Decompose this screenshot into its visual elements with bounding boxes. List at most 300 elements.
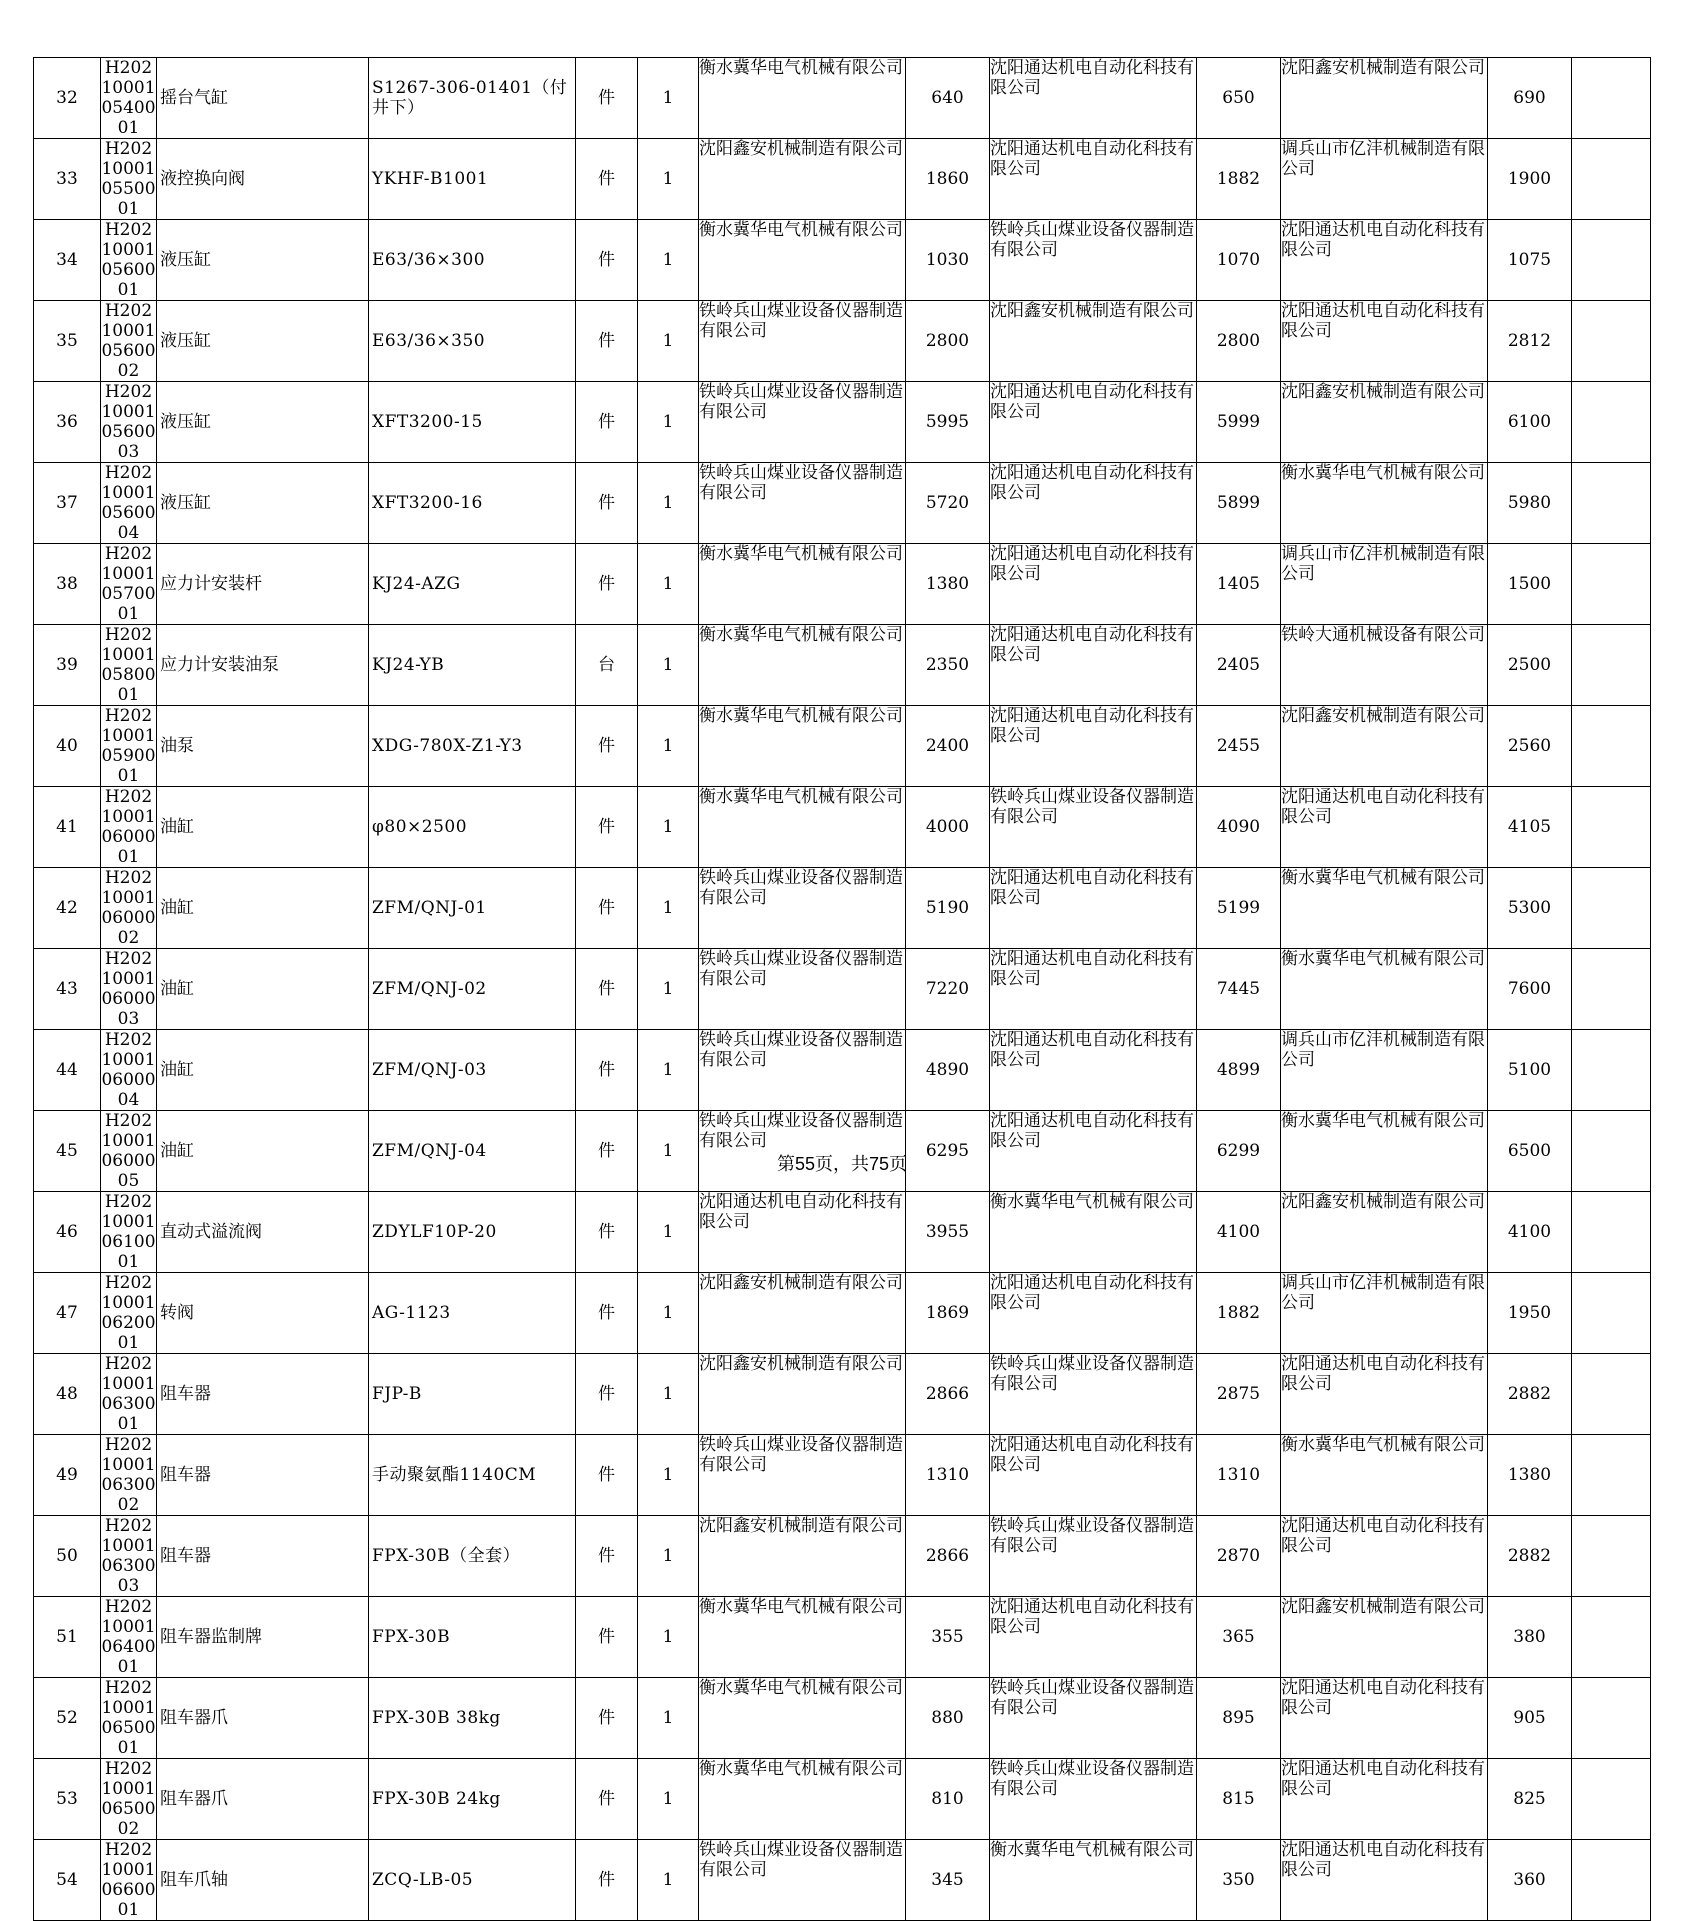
price-1-cell: 640 [906, 58, 990, 139]
table-row [34, 1759, 1651, 1840]
supplier-3-cell: 沈阳鑫安机械制造有限公司 [1281, 1597, 1488, 1678]
remark-cell [1572, 1030, 1651, 1111]
price-2-cell: 1310 [1197, 1435, 1281, 1516]
table-row [34, 463, 1651, 544]
price-3-cell: 2560 [1488, 706, 1572, 787]
supplier-2-cell: 沈阳通达机电自动化科技有限公司 [990, 706, 1197, 787]
supplier-1-cell: 铁岭兵山煤业设备仪器制造有限公司 [699, 1030, 906, 1111]
row-number-cell: 50 [34, 1516, 101, 1597]
item-name-cell: 阻车器爪 [157, 1678, 369, 1759]
row-number-cell: 38 [34, 544, 101, 625]
row-number-cell: 42 [34, 868, 101, 949]
row-number-cell: 48 [34, 1354, 101, 1435]
unit-cell: 件 [576, 706, 638, 787]
supplier-1-cell: 铁岭兵山煤业设备仪器制造有限公司 [699, 382, 906, 463]
price-3-cell: 690 [1488, 58, 1572, 139]
supplier-1-cell: 沈阳鑫安机械制造有限公司 [699, 139, 906, 220]
unit-cell: 件 [576, 544, 638, 625]
quantity-cell: 1 [638, 625, 699, 706]
item-name-cell: 应力计安装杆 [157, 544, 369, 625]
item-name-cell: 摇台气缸 [157, 58, 369, 139]
spec-model-cell: ZFM/QNJ-01 [369, 868, 576, 949]
row-number-cell: 51 [34, 1597, 101, 1678]
supplier-2-cell: 铁岭兵山煤业设备仪器制造有限公司 [990, 220, 1197, 301]
price-1-cell: 2800 [906, 301, 990, 382]
supplier-3-cell: 衡水冀华电气机械有限公司 [1281, 1435, 1488, 1516]
price-2-cell: 2875 [1197, 1354, 1281, 1435]
supplier-2-cell: 沈阳通达机电自动化科技有限公司 [990, 544, 1197, 625]
spec-model-cell: FPX-30B 38kg [369, 1678, 576, 1759]
table-row [34, 1435, 1651, 1516]
remark-cell [1572, 1273, 1651, 1354]
price-3-cell: 1380 [1488, 1435, 1572, 1516]
row-number-cell: 52 [34, 1678, 101, 1759]
price-1-cell: 810 [906, 1759, 990, 1840]
page-footer [0, 1150, 1684, 1176]
price-2-cell: 2870 [1197, 1516, 1281, 1597]
price-1-cell: 2866 [906, 1516, 990, 1597]
remark-cell [1572, 463, 1651, 544]
item-name-cell: 油泵 [157, 706, 369, 787]
unit-cell: 件 [576, 463, 638, 544]
quantity-cell: 1 [638, 139, 699, 220]
item-name-cell: 液控换向阀 [157, 139, 369, 220]
item-name-cell: 阻车器爪 [157, 1759, 369, 1840]
price-2-cell: 2455 [1197, 706, 1281, 787]
supplier-1-cell: 沈阳鑫安机械制造有限公司 [699, 1273, 906, 1354]
supplier-2-cell: 铁岭兵山煤业设备仪器制造有限公司 [990, 1759, 1197, 1840]
material-code-cell: H202100010570001 [101, 544, 156, 624]
supplier-3-cell: 衡水冀华电气机械有限公司 [1281, 463, 1488, 544]
unit-cell: 件 [576, 1678, 638, 1759]
row-number-cell: 33 [34, 139, 101, 220]
material-code-cell: H202100010600001 [101, 787, 156, 867]
unit-cell: 件 [576, 868, 638, 949]
quantity-cell: 1 [638, 1840, 699, 1921]
row-number-cell: 40 [34, 706, 101, 787]
remark-cell [1572, 1759, 1651, 1840]
price-2-cell: 4100 [1197, 1192, 1281, 1273]
price-3-cell: 825 [1488, 1759, 1572, 1840]
price-1-cell: 4000 [906, 787, 990, 868]
price-1-cell: 345 [906, 1840, 990, 1921]
price-3-cell: 5100 [1488, 1030, 1572, 1111]
remark-cell [1572, 220, 1651, 301]
item-name-cell: 液压缸 [157, 220, 369, 301]
supplier-2-cell: 沈阳通达机电自动化科技有限公司 [990, 1273, 1197, 1354]
supplier-3-cell: 衡水冀华电气机械有限公司 [1281, 1111, 1488, 1192]
remark-cell [1572, 544, 1651, 625]
material-code-cell: H202100010610001 [101, 1192, 156, 1272]
supplier-1-cell: 衡水冀华电气机械有限公司 [699, 544, 906, 625]
price-3-cell: 360 [1488, 1840, 1572, 1921]
material-code-cell: H202100010560004 [101, 463, 156, 543]
remark-cell [1572, 301, 1651, 382]
supplier-3-cell: 调兵山市亿沣机械制造有限公司 [1281, 1030, 1488, 1111]
supplier-1-cell: 铁岭兵山煤业设备仪器制造有限公司 [699, 463, 906, 544]
supplier-1-cell: 铁岭兵山煤业设备仪器制造有限公司 [699, 868, 906, 949]
price-3-cell: 905 [1488, 1678, 1572, 1759]
spec-model-cell: φ80×2500 [369, 787, 576, 868]
price-1-cell: 1860 [906, 139, 990, 220]
quantity-cell: 1 [638, 544, 699, 625]
price-3-cell: 1075 [1488, 220, 1572, 301]
unit-cell: 件 [576, 1435, 638, 1516]
supplier-1-cell: 沈阳鑫安机械制造有限公司 [699, 1516, 906, 1597]
material-code-cell: H202100010630001 [101, 1354, 156, 1434]
item-name-cell: 油缸 [157, 1111, 369, 1192]
supplier-2-cell: 衡水冀华电气机械有限公司 [990, 1840, 1197, 1921]
spec-model-cell: E63/36×350 [369, 301, 576, 382]
table-row [34, 220, 1651, 301]
price-1-cell: 1869 [906, 1273, 990, 1354]
price-1-cell: 1310 [906, 1435, 990, 1516]
quantity-cell: 1 [638, 1516, 699, 1597]
table-row [34, 1030, 1651, 1111]
spec-model-cell: XDG-780X-Z1-Y3 [369, 706, 576, 787]
row-number-cell: 32 [34, 58, 101, 139]
price-2-cell: 1405 [1197, 544, 1281, 625]
supplier-1-cell: 衡水冀华电气机械有限公司 [699, 58, 906, 139]
material-code-cell: H202100010600002 [101, 868, 156, 948]
supplier-2-cell: 沈阳通达机电自动化科技有限公司 [990, 382, 1197, 463]
supplier-1-cell: 衡水冀华电气机械有限公司 [699, 1759, 906, 1840]
quantity-cell: 1 [638, 220, 699, 301]
quantity-cell: 1 [638, 1597, 699, 1678]
spec-model-cell: S1267-306-01401（付井下） [369, 58, 576, 139]
price-2-cell: 5899 [1197, 463, 1281, 544]
price-2-cell: 815 [1197, 1759, 1281, 1840]
spec-model-cell: FPX-30B 24kg [369, 1759, 576, 1840]
remark-cell [1572, 382, 1651, 463]
material-code-cell: H202100010600003 [101, 949, 156, 1029]
price-3-cell: 2882 [1488, 1354, 1572, 1435]
footer-suffix: 页 [889, 1154, 908, 1175]
item-name-cell: 油缸 [157, 787, 369, 868]
quantity-cell: 1 [638, 1759, 699, 1840]
spec-model-cell: XFT3200-16 [369, 463, 576, 544]
material-code-cell: H202100010540001 [101, 58, 156, 138]
supplier-2-cell: 铁岭兵山煤业设备仪器制造有限公司 [990, 787, 1197, 868]
supplier-1-cell: 沈阳鑫安机械制造有限公司 [699, 1354, 906, 1435]
supplier-3-cell: 沈阳鑫安机械制造有限公司 [1281, 706, 1488, 787]
quotation-table [33, 57, 1651, 1921]
item-name-cell: 液压缸 [157, 301, 369, 382]
unit-cell: 件 [576, 139, 638, 220]
price-3-cell: 6500 [1488, 1111, 1572, 1192]
row-number-cell: 46 [34, 1192, 101, 1273]
spec-model-cell: ZDYLF10P-20 [369, 1192, 576, 1273]
table-row [34, 139, 1651, 220]
supplier-3-cell: 沈阳通达机电自动化科技有限公司 [1281, 1516, 1488, 1597]
row-number-cell: 36 [34, 382, 101, 463]
remark-cell [1572, 1435, 1651, 1516]
remark-cell [1572, 625, 1651, 706]
price-3-cell: 5300 [1488, 868, 1572, 949]
table-row [34, 544, 1651, 625]
material-code-cell: H202100010600004 [101, 1030, 156, 1110]
supplier-2-cell: 沈阳通达机电自动化科技有限公司 [990, 58, 1197, 139]
supplier-1-cell: 沈阳通达机电自动化科技有限公司 [699, 1192, 906, 1273]
spec-model-cell: ZFM/QNJ-02 [369, 949, 576, 1030]
item-name-cell: 阻车器 [157, 1516, 369, 1597]
unit-cell: 件 [576, 1516, 638, 1597]
price-3-cell: 4105 [1488, 787, 1572, 868]
price-1-cell: 2866 [906, 1354, 990, 1435]
unit-cell: 件 [576, 58, 638, 139]
spec-model-cell: E63/36×300 [369, 220, 576, 301]
quantity-cell: 1 [638, 868, 699, 949]
price-2-cell: 5999 [1197, 382, 1281, 463]
material-code-cell: H202100010550001 [101, 139, 156, 219]
row-number-cell: 49 [34, 1435, 101, 1516]
price-2-cell: 7445 [1197, 949, 1281, 1030]
spec-model-cell: YKHF-B1001 [369, 139, 576, 220]
price-3-cell: 5980 [1488, 463, 1572, 544]
unit-cell: 台 [576, 625, 638, 706]
supplier-2-cell: 沈阳通达机电自动化科技有限公司 [990, 139, 1197, 220]
supplier-1-cell: 衡水冀华电气机械有限公司 [699, 787, 906, 868]
price-2-cell: 2405 [1197, 625, 1281, 706]
material-code-cell: H202100010640001 [101, 1597, 156, 1677]
item-name-cell: 应力计安装油泵 [157, 625, 369, 706]
remark-cell [1572, 949, 1651, 1030]
row-number-cell: 37 [34, 463, 101, 544]
material-code-cell: H202100010600005 [101, 1111, 156, 1191]
unit-cell: 件 [576, 787, 638, 868]
supplier-2-cell: 沈阳通达机电自动化科技有限公司 [990, 463, 1197, 544]
supplier-3-cell: 沈阳鑫安机械制造有限公司 [1281, 382, 1488, 463]
material-code-cell: H202100010560002 [101, 301, 156, 381]
unit-cell: 件 [576, 1840, 638, 1921]
price-3-cell: 4100 [1488, 1192, 1572, 1273]
supplier-3-cell: 调兵山市亿沣机械制造有限公司 [1281, 139, 1488, 220]
supplier-1-cell: 铁岭兵山煤业设备仪器制造有限公司 [699, 1111, 906, 1192]
spec-model-cell: FJP-B [369, 1354, 576, 1435]
quantity-cell: 1 [638, 1030, 699, 1111]
supplier-2-cell: 沈阳通达机电自动化科技有限公司 [990, 949, 1197, 1030]
remark-cell [1572, 787, 1651, 868]
material-code-cell: H202100010560001 [101, 220, 156, 300]
supplier-3-cell: 调兵山市亿沣机械制造有限公司 [1281, 544, 1488, 625]
price-3-cell: 2812 [1488, 301, 1572, 382]
supplier-1-cell: 铁岭兵山煤业设备仪器制造有限公司 [699, 301, 906, 382]
table-row [34, 1273, 1651, 1354]
table-row [34, 58, 1651, 139]
remark-cell [1572, 1192, 1651, 1273]
price-1-cell: 4890 [906, 1030, 990, 1111]
supplier-3-cell: 调兵山市亿沣机械制造有限公司 [1281, 1273, 1488, 1354]
material-code-cell: H202100010630002 [101, 1435, 156, 1515]
material-code-cell: H202100010650002 [101, 1759, 156, 1839]
table-row [34, 868, 1651, 949]
quantity-cell: 1 [638, 1111, 699, 1192]
price-2-cell: 2800 [1197, 301, 1281, 382]
remark-cell [1572, 1516, 1651, 1597]
supplier-1-cell: 铁岭兵山煤业设备仪器制造有限公司 [699, 1435, 906, 1516]
row-number-cell: 34 [34, 220, 101, 301]
remark-cell [1572, 868, 1651, 949]
quantity-cell: 1 [638, 1354, 699, 1435]
supplier-3-cell: 沈阳鑫安机械制造有限公司 [1281, 1192, 1488, 1273]
quantity-cell: 1 [638, 382, 699, 463]
price-1-cell: 2350 [906, 625, 990, 706]
current-page-number: 55 [794, 1154, 815, 1174]
price-1-cell: 1030 [906, 220, 990, 301]
table-row [34, 301, 1651, 382]
quantity-cell: 1 [638, 706, 699, 787]
unit-cell: 件 [576, 1192, 638, 1273]
supplier-2-cell: 铁岭兵山煤业设备仪器制造有限公司 [990, 1678, 1197, 1759]
item-name-cell: 直动式溢流阀 [157, 1192, 369, 1273]
remark-cell [1572, 139, 1651, 220]
price-1-cell: 3955 [906, 1192, 990, 1273]
item-name-cell: 油缸 [157, 949, 369, 1030]
supplier-2-cell: 沈阳通达机电自动化科技有限公司 [990, 625, 1197, 706]
remark-cell [1572, 1597, 1651, 1678]
price-2-cell: 1882 [1197, 1273, 1281, 1354]
quantity-cell: 1 [638, 949, 699, 1030]
supplier-3-cell: 沈阳通达机电自动化科技有限公司 [1281, 787, 1488, 868]
row-number-cell: 53 [34, 1759, 101, 1840]
table-row [34, 1192, 1651, 1273]
footer-middle: 页，共 [815, 1154, 869, 1175]
remark-cell [1572, 706, 1651, 787]
supplier-1-cell: 衡水冀华电气机械有限公司 [699, 706, 906, 787]
supplier-2-cell: 铁岭兵山煤业设备仪器制造有限公司 [990, 1516, 1197, 1597]
price-1-cell: 6295 [906, 1111, 990, 1192]
supplier-2-cell: 衡水冀华电气机械有限公司 [990, 1192, 1197, 1273]
supplier-2-cell: 沈阳通达机电自动化科技有限公司 [990, 1111, 1197, 1192]
item-name-cell: 阻车器监制牌 [157, 1597, 369, 1678]
supplier-3-cell: 铁岭大通机械设备有限公司 [1281, 625, 1488, 706]
unit-cell: 件 [576, 1030, 638, 1111]
unit-cell: 件 [576, 1597, 638, 1678]
supplier-2-cell: 铁岭兵山煤业设备仪器制造有限公司 [990, 1354, 1197, 1435]
quantity-cell: 1 [638, 301, 699, 382]
table-row [34, 1840, 1651, 1921]
price-1-cell: 5995 [906, 382, 990, 463]
row-number-cell: 47 [34, 1273, 101, 1354]
price-3-cell: 2500 [1488, 625, 1572, 706]
material-code-cell: H202100010580001 [101, 625, 156, 705]
quantity-cell: 1 [638, 1273, 699, 1354]
supplier-1-cell: 衡水冀华电气机械有限公司 [699, 1597, 906, 1678]
spec-model-cell: XFT3200-15 [369, 382, 576, 463]
item-name-cell: 油缸 [157, 1030, 369, 1111]
price-3-cell: 1500 [1488, 544, 1572, 625]
spec-model-cell: FPX-30B [369, 1597, 576, 1678]
price-1-cell: 880 [906, 1678, 990, 1759]
supplier-3-cell: 衡水冀华电气机械有限公司 [1281, 868, 1488, 949]
unit-cell: 件 [576, 1759, 638, 1840]
price-2-cell: 5199 [1197, 868, 1281, 949]
price-3-cell: 1950 [1488, 1273, 1572, 1354]
material-code-cell: H202100010620001 [101, 1273, 156, 1353]
item-name-cell: 阻车器 [157, 1435, 369, 1516]
supplier-1-cell: 衡水冀华电气机械有限公司 [699, 220, 906, 301]
table-row [34, 1354, 1651, 1435]
price-3-cell: 380 [1488, 1597, 1572, 1678]
table-row [34, 949, 1651, 1030]
spec-model-cell: 手动聚氨酯1140CM [369, 1435, 576, 1516]
price-2-cell: 6299 [1197, 1111, 1281, 1192]
item-name-cell: 油缸 [157, 868, 369, 949]
price-2-cell: 650 [1197, 58, 1281, 139]
row-number-cell: 43 [34, 949, 101, 1030]
supplier-3-cell: 沈阳通达机电自动化科技有限公司 [1281, 1354, 1488, 1435]
unit-cell: 件 [576, 949, 638, 1030]
price-2-cell: 1882 [1197, 139, 1281, 220]
price-3-cell: 6100 [1488, 382, 1572, 463]
supplier-2-cell: 沈阳通达机电自动化科技有限公司 [990, 1597, 1197, 1678]
quantity-cell: 1 [638, 787, 699, 868]
price-1-cell: 2400 [906, 706, 990, 787]
material-code-cell: H202100010650001 [101, 1678, 156, 1758]
supplier-1-cell: 衡水冀华电气机械有限公司 [699, 625, 906, 706]
price-1-cell: 5720 [906, 463, 990, 544]
remark-cell [1572, 1840, 1651, 1921]
material-code-cell: H202100010560003 [101, 382, 156, 462]
supplier-2-cell: 沈阳鑫安机械制造有限公司 [990, 301, 1197, 382]
price-1-cell: 5190 [906, 868, 990, 949]
table-row [34, 787, 1651, 868]
supplier-1-cell: 铁岭兵山煤业设备仪器制造有限公司 [699, 949, 906, 1030]
price-2-cell: 350 [1197, 1840, 1281, 1921]
table-row [34, 1516, 1651, 1597]
item-name-cell: 阻车爪轴 [157, 1840, 369, 1921]
spec-model-cell: FPX-30B（全套） [369, 1516, 576, 1597]
supplier-3-cell: 沈阳通达机电自动化科技有限公司 [1281, 1678, 1488, 1759]
item-name-cell: 液压缸 [157, 382, 369, 463]
supplier-2-cell: 沈阳通达机电自动化科技有限公司 [990, 1030, 1197, 1111]
material-code-cell: H202100010590001 [101, 706, 156, 786]
table-row [34, 625, 1651, 706]
supplier-3-cell: 沈阳通达机电自动化科技有限公司 [1281, 1759, 1488, 1840]
table-row [34, 1597, 1651, 1678]
footer-prefix: 第 [776, 1154, 795, 1175]
remark-cell [1572, 58, 1651, 139]
remark-cell [1572, 1678, 1651, 1759]
unit-cell: 件 [576, 220, 638, 301]
spec-model-cell: KJ24-AZG [369, 544, 576, 625]
quantity-cell: 1 [638, 1678, 699, 1759]
supplier-3-cell: 沈阳鑫安机械制造有限公司 [1281, 58, 1488, 139]
spec-model-cell: ZCQ-LB-05 [369, 1840, 576, 1921]
item-name-cell: 转阀 [157, 1273, 369, 1354]
spec-model-cell: ZFM/QNJ-04 [369, 1111, 576, 1192]
price-2-cell: 4899 [1197, 1030, 1281, 1111]
row-number-cell: 54 [34, 1840, 101, 1921]
item-name-cell: 阻车器 [157, 1354, 369, 1435]
remark-cell [1572, 1354, 1651, 1435]
price-3-cell: 2882 [1488, 1516, 1572, 1597]
table-row [34, 706, 1651, 787]
quantity-cell: 1 [638, 1435, 699, 1516]
spec-model-cell: KJ24-YB [369, 625, 576, 706]
price-2-cell: 895 [1197, 1678, 1281, 1759]
table-row [34, 1678, 1651, 1759]
table-row [34, 382, 1651, 463]
row-number-cell: 35 [34, 301, 101, 382]
unit-cell: 件 [576, 301, 638, 382]
row-number-cell: 45 [34, 1111, 101, 1192]
price-1-cell: 7220 [906, 949, 990, 1030]
price-2-cell: 4090 [1197, 787, 1281, 868]
spec-model-cell: AG-1123 [369, 1273, 576, 1354]
unit-cell: 件 [576, 1111, 638, 1192]
price-2-cell: 1070 [1197, 220, 1281, 301]
